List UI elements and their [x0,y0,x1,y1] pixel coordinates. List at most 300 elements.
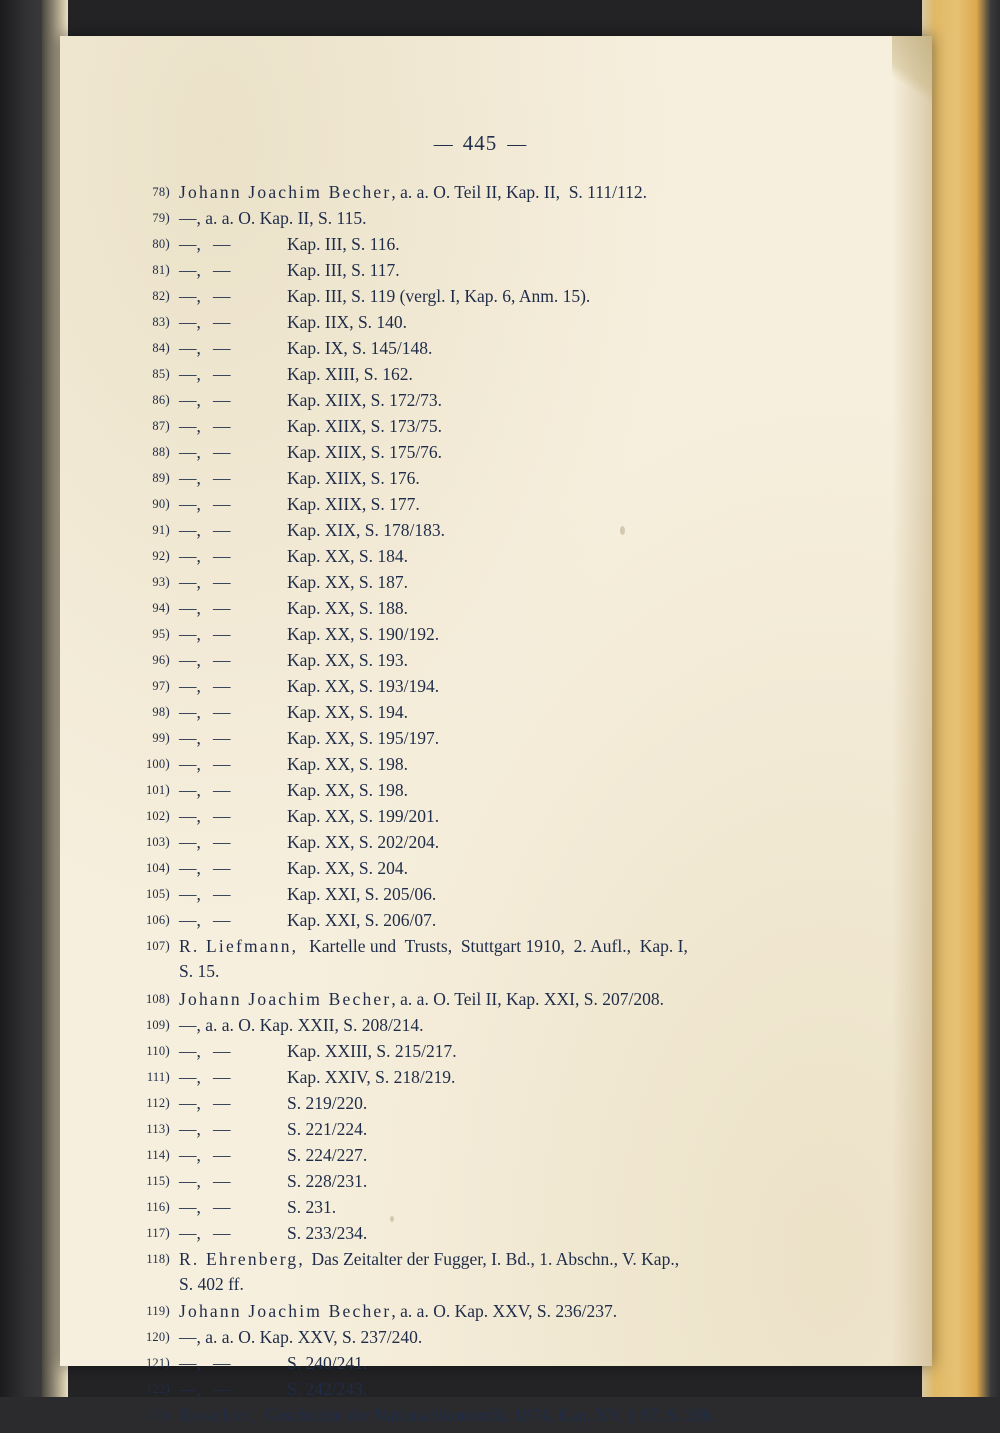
footnote-text [170,548,830,566]
footnote-number-paren: ) [165,1250,170,1266]
footnote-reference: , a. a. O. Teil II, Kap. II, S. 111/112. [391,182,647,202]
ditto-mark-author: —, [179,1092,201,1113]
ditto-mark-work: — [213,858,231,878]
footnote-reference: S. 221/224. [287,1118,368,1139]
footnote-number-paren: ) [165,1381,170,1396]
footnote-number: 122) [145,1381,170,1396]
footnote-number-paren: ) [165,392,170,407]
footnote-author: R. Ehrenberg [179,1248,299,1269]
footnote-number-paren: ) [165,444,170,459]
footnote-number-paren: ) [165,1068,170,1084]
footnote-reference: Kap. XIX, S. 178/183. [287,520,445,540]
footnote-reference: Kap. XIIX, S. 176. [287,468,420,488]
footnote-text [170,366,830,384]
footnote-number-paren: ) [165,1329,170,1344]
footnote-item [130,236,830,254]
ditto-mark-work: — [213,338,231,358]
footnote-item [130,470,830,488]
ditto-mark-author: —, [179,1144,201,1165]
ditto-mark-work: — [213,650,231,670]
footnote-text [170,1329,830,1347]
footnote-text [170,652,830,670]
footnote-item [130,288,830,306]
footnote-number: 95) [152,626,170,641]
footnote-text [170,1303,830,1321]
ditto-mark-author: —, [179,676,201,696]
footnote-reference: Kap. IIX, S. 140. [287,312,408,332]
ditto-mark-work: — [213,1170,231,1191]
footnote-number-paren: ) [165,886,170,901]
footnote-item [130,938,830,956]
footnote-reference: Kap. III, S. 117. [287,260,400,280]
footnote-item [130,886,830,904]
footnote-item [130,1222,830,1243]
footnote-item [130,522,830,540]
footnote-number-paren: ) [165,782,170,797]
ditto-mark-author: —, [179,260,201,280]
footnote-reference: S. 240/241. [287,1353,368,1373]
footnote-text [170,756,830,774]
footnote-number: 101) [145,782,170,797]
footnote-item [130,808,830,826]
footnote-number-paren: ) [165,912,170,927]
footnote-reference: S. 231. [287,1196,337,1217]
footnote-text [170,470,830,488]
footnote-number: 80) [152,236,170,251]
footnote-reference: —, a. a. O. Kap. XXV, S. 237/240. [179,1327,423,1347]
footnote-item [130,678,830,696]
footnote-number: 91) [152,522,170,537]
footnote-item [130,314,830,332]
footnote-item [130,704,830,722]
footnote-number: 92) [152,548,170,563]
footnote-number: 110) [146,1042,170,1058]
footnote-number-paren: ) [165,262,170,277]
ditto-mark-work: — [213,390,231,410]
footnote-author: R. Liefmann [179,936,292,956]
ditto-mark-author: —, [179,910,201,930]
footnote-text [170,782,830,800]
footnote-text [170,1407,830,1425]
footnote-item [130,1014,830,1035]
footnote-text [170,834,830,852]
footnote-number-paren: ) [165,834,170,849]
footnote-number: 88) [152,444,170,459]
page-number-dash-left: — [433,134,453,155]
footnote-reference: Kap. XX, S. 195/197. [287,728,440,748]
ditto-mark-work: — [213,364,231,384]
footnote-number-paren: ) [165,340,170,355]
footnote-number-paren: ) [165,496,170,511]
footnote-reference: S. 233/234. [287,1222,368,1243]
footnote-item [130,652,830,670]
ditto-mark-author: —, [179,468,201,488]
ditto-mark-author: —, [179,546,201,566]
ditto-mark-author: —, [179,702,201,722]
footnote-number: 117) [146,1224,170,1240]
footnote-number-paren: ) [165,548,170,563]
footnote-reference: Kap. XX, S. 184. [287,546,409,566]
footnote-reference: , a. a. O. Kap. XXV, S. 236/237. [391,1301,618,1321]
footnote-number-paren: ) [165,418,170,433]
footnote-number-paren: ) [165,1303,170,1318]
footnote-number-paren: ) [165,938,170,953]
footnote-number-paren: ) [165,1094,170,1110]
footnote-item [130,1355,830,1373]
ditto-mark-work: — [213,1118,231,1139]
ditto-mark-work: — [213,780,231,800]
footnote-author: Johann Joachim Becher [179,1301,392,1321]
footnote-text [170,938,830,956]
footnote-number-paren: ) [165,756,170,771]
ditto-mark-author: —, [179,884,201,904]
ditto-mark-author: —, [179,390,201,410]
footnote-item [130,1303,830,1321]
ditto-mark-author: —, [179,1353,201,1373]
footnote-reference: , Das Zeitalter der Fugger, I. Bd., 1. Abschn., V. Kap., [298,1248,680,1269]
footnote-number: 120) [145,1329,170,1344]
footnote-number-paren: ) [165,574,170,589]
ditto-mark-author: —, [179,650,201,670]
ditto-mark-work: — [213,728,231,748]
footnote-number: 87) [152,418,170,433]
footnote-item [130,1066,830,1087]
footnote-item [130,1196,830,1217]
footnote-number: 99) [152,730,170,745]
ditto-mark-author: —, [179,1222,201,1243]
ditto-mark-author: —, [179,1118,201,1139]
page-number-dash-right: — [507,134,527,155]
footnote-number: 89) [152,470,170,485]
footnote-number: 114) [146,1146,170,1162]
page-number-value: 445 [462,131,498,155]
ditto-mark-author: —, [179,1066,201,1087]
footnote-number-paren: ) [165,470,170,485]
footnote-item [130,444,830,462]
footnote-reference: Kap. XX, S. 198. [287,780,409,800]
ditto-mark-author: —, [179,598,201,618]
footnote-text [170,1092,830,1113]
footnote-text [170,184,830,202]
footnote-reference: Kap. XX, S. 202/204. [287,832,440,852]
ditto-mark-author: —, [179,1040,201,1061]
ditto-mark-work: — [213,702,231,722]
footnote-item [130,912,830,930]
ditto-mark-author: —, [179,572,201,592]
footnote-number: 96) [152,652,170,667]
ditto-mark-author: —, [179,234,201,254]
footnote-item [130,730,830,748]
footnote-number-paren: ) [165,600,170,615]
footnote-text [170,678,830,696]
footnote-text [170,808,830,826]
ditto-mark-work: — [213,312,231,332]
footnote-number: 83) [152,314,170,329]
footnote-text [170,1014,830,1035]
footnote-text [170,262,830,280]
footnote-item [130,1407,830,1425]
ditto-mark-work: — [213,546,231,566]
footnote-number-paren: ) [165,808,170,823]
footnote-number: 90) [152,496,170,511]
ditto-mark-author: —, [179,494,201,514]
footnote-reference: Kap. XIIX, S. 175/76. [287,442,443,462]
ditto-mark-work: — [213,572,231,592]
footnote-author: Johann Joachim Becher [179,182,392,202]
footnote-reference: S. 224/227. [287,1144,368,1165]
footnote-number-paren: ) [165,314,170,329]
ditto-mark-author: —, [179,442,201,462]
footnote-continuation: S. 402 ff. [179,1273,244,1294]
footnote-number: 102) [145,808,170,823]
footnote-text [170,392,830,410]
page-content [130,131,830,1433]
page-edge-right [922,0,1000,1397]
footnote-item [130,548,830,566]
footnote-number-paren: ) [165,366,170,381]
ditto-mark-author: —, [179,286,201,306]
ditto-mark-author: —, [179,312,201,332]
ditto-mark-work: — [213,1222,231,1243]
ditto-mark-work: — [213,1196,231,1217]
footnote-number-paren: ) [165,1198,170,1214]
footnote-text [170,704,830,722]
ditto-mark-author: —, [179,832,201,852]
ditto-mark-author: —, [179,624,201,644]
ditto-mark-author: —, [179,1170,201,1191]
footnote-item [130,1329,830,1347]
footnote-text [170,444,830,462]
ditto-mark-author: —, [179,1196,201,1217]
footnote-reference: , Kartelle und Trusts, Stuttgart 1910, 2. Aufl., Kap. I, [291,936,688,956]
footnote-number: 98) [152,704,170,719]
footnote-text [170,1355,830,1373]
footnote-item [130,782,830,800]
footnote-author: Roscher [179,1405,252,1425]
ditto-mark-work: — [213,1353,231,1373]
footnote-number-paren: ) [165,236,170,251]
footnote-item [130,860,830,878]
ditto-mark-work: — [213,234,231,254]
corner-fold [892,36,932,106]
footnote-text [170,860,830,878]
footnote-text [170,496,830,514]
footnote-item [130,756,830,774]
ditto-mark-work: — [213,1092,231,1113]
footnote-number-paren: ) [165,1042,170,1058]
ditto-mark-work: — [213,884,231,904]
footnote-number: 111) [146,1068,170,1084]
footnote-text [170,730,830,748]
footnote-reference: Kap. IX, S. 145/148. [287,338,433,358]
footnote-number: 109) [145,1016,170,1032]
footnote-text [170,1381,830,1399]
footnote-item [130,626,830,644]
footnote-number: 85) [152,366,170,381]
footnote-reference: Kap. III, S. 116. [287,234,400,254]
paper-surface [60,36,932,1425]
footnote-text [170,1170,830,1191]
ditto-mark-work: — [213,442,231,462]
ditto-mark-author: —, [179,754,201,774]
footnote-reference: Kap. XX, S. 193. [287,650,409,670]
footnote-text [170,574,830,592]
footnote-text [170,626,830,644]
footnote-number: 106) [145,912,170,927]
footnote-reference: Kap. XX, S. 187. [287,572,409,592]
footnote-number-paren: ) [165,522,170,537]
book-gutter-left [0,0,42,1397]
footnote-reference: , a. a. O. Teil II, Kap. XXI, S. 207/208. [391,988,664,1009]
footnote-number: 94) [152,600,170,615]
ditto-mark-author: —, [179,416,201,436]
footnote-number: 123) [145,1407,170,1422]
ditto-mark-work: — [213,910,231,930]
footnote-number-paren: ) [165,184,170,199]
footnote-number: 121) [145,1355,170,1370]
footnote-item [130,392,830,410]
footnote-text [170,988,830,1009]
ditto-mark-work: — [213,1379,231,1399]
ditto-mark-work: — [213,806,231,826]
footnote-item [130,184,830,202]
footnote-number-paren: ) [165,1172,170,1188]
page-number [130,131,830,156]
footnote-number: 108) [145,990,170,1006]
ditto-mark-author: —, [179,364,201,384]
footnote-text [170,418,830,436]
ditto-mark-author: —, [179,806,201,826]
footnote-number: 86) [152,392,170,407]
footnote-number-paren: ) [165,990,170,1006]
footnote-text [170,288,830,306]
footnote-item [130,834,830,852]
footnote-reference: Kap. XX, S. 198. [287,754,409,774]
footnote-item [130,1092,830,1113]
footnote-reference: , Geschichte der Nationalökonomik, 1874, Kap. XV, § 67, S. 286. [251,1405,716,1425]
footnote-reference: —, a. a. O. Kap. XXII, S. 208/214. [179,1014,424,1035]
footnote-item [130,1118,830,1139]
footnote-reference: Kap. XXIV, S. 218/219. [287,1066,456,1087]
footnote-number: 82) [152,288,170,303]
footnote-number: 93) [152,574,170,589]
footnote-text [170,1144,830,1165]
footnote-number: 105) [145,886,170,901]
footnote-item [130,262,830,280]
ditto-mark-work: — [213,1144,231,1165]
footnote-item [130,210,830,228]
footnote-item [130,1248,830,1269]
footnote-text [170,1196,830,1217]
ditto-mark-author: —, [179,728,201,748]
footnote-item [130,1040,830,1061]
ditto-mark-work: — [213,468,231,488]
footnote-item [130,988,830,1009]
footnote-text [170,912,830,930]
footnote-text [170,1066,830,1087]
ditto-mark-author: —, [179,520,201,540]
footnote-reference: Kap. XX, S. 199/201. [287,806,440,826]
footnote-number: 107) [145,938,170,953]
footnote-reference: Kap. III, S. 119 (vergl. I, Kap. 6, Anm. 15). [287,286,591,306]
ditto-mark-work: — [213,624,231,644]
footnote-reference: Kap. XIIX, S. 177. [287,494,420,514]
ditto-mark-work: — [213,832,231,852]
footnote-text [170,886,830,904]
footnote-item [130,496,830,514]
footnote-number-paren: ) [165,652,170,667]
ditto-mark-work: — [213,1040,231,1061]
footnote-number: 104) [145,860,170,875]
footnote-number-paren: ) [165,1146,170,1162]
footnote-number: 79) [152,210,170,225]
footnote-number: 103) [145,834,170,849]
ditto-mark-work: — [213,1066,231,1087]
footnote-reference: Kap. XIIX, S. 172/73. [287,390,443,410]
footnote-text [170,1040,830,1061]
footnote-number-paren: ) [165,1407,170,1422]
footnote-number-paren: ) [165,1224,170,1240]
ditto-mark-author: —, [179,338,201,358]
footnote-number-paren: ) [165,626,170,641]
footnote-number: 78) [152,184,170,199]
footnote-reference: —, a. a. O. Kap. II, S. 115. [179,208,367,228]
footnote-number: 119) [146,1303,170,1318]
footnote-item [130,1144,830,1165]
ditto-mark-work: — [213,416,231,436]
footnote-reference: Kap. XX, S. 193/194. [287,676,440,696]
footnote-reference: Kap. XIII, S. 162. [287,364,413,384]
ditto-mark-author: —, [179,858,201,878]
footnote-item [130,340,830,358]
footnote-text [170,210,830,228]
footnote-reference: Kap. XX, S. 204. [287,858,409,878]
footnote-number-paren: ) [165,1355,170,1370]
footnote-text [170,522,830,540]
footnote-text [170,314,830,332]
footnote-reference: Kap. XX, S. 190/192. [287,624,440,644]
ditto-mark-work: — [213,598,231,618]
footnote-number-paren: ) [165,704,170,719]
ditto-mark-author: —, [179,1379,201,1399]
footnote-item [130,418,830,436]
footnote-text [170,1222,830,1243]
footnote-reference: Kap. XIIX, S. 173/75. [287,416,443,436]
ditto-mark-work: — [213,676,231,696]
ditto-mark-author: —, [179,780,201,800]
footnote-author: Johann Joachim Becher [179,988,392,1009]
footnote-reference: Kap. XXI, S. 206/07. [287,910,437,930]
footnote-number-paren: ) [165,210,170,225]
footnote-text [170,1118,830,1139]
footnote-number-paren: ) [165,1016,170,1032]
footnote-number-paren: ) [165,1120,170,1136]
footnote-number-paren: ) [165,288,170,303]
footnote-item [130,1170,830,1191]
footnote-number: 116) [146,1198,170,1214]
footnote-number-paren: ) [165,730,170,745]
footnote-reference: S. 219/220. [287,1092,368,1113]
ditto-mark-work: — [213,520,231,540]
footnote-number: 113) [146,1120,170,1136]
footnote-list [130,184,830,1425]
footnote-continuation: S. 15. [179,961,220,981]
footnote-number: 100) [145,756,170,771]
footnote-reference: Kap. XXI, S. 205/06. [287,884,437,904]
footnote-number: 84) [152,340,170,355]
ditto-mark-work: — [213,494,231,514]
footnote-number-paren: ) [165,860,170,875]
